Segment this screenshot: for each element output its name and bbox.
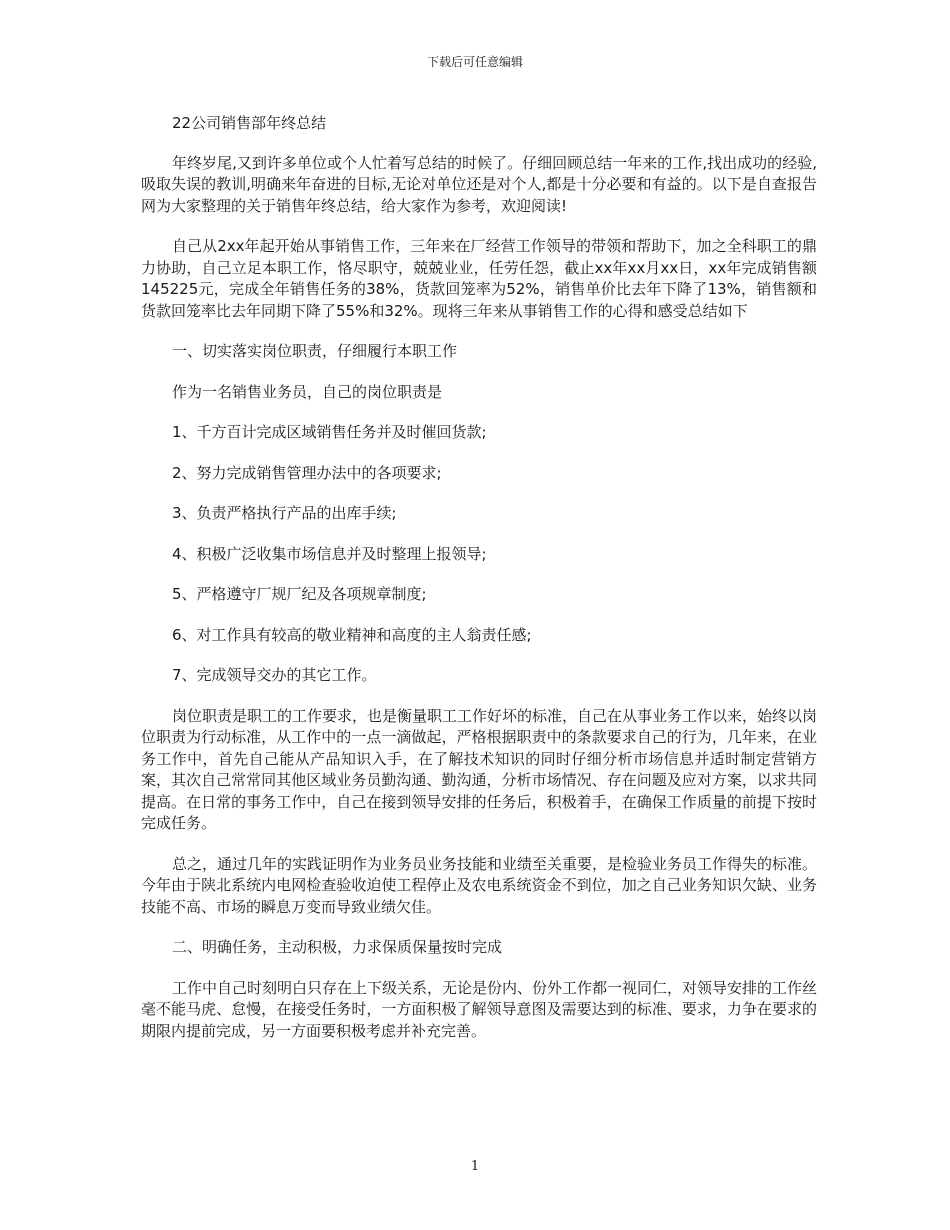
page-number: 1	[470, 1159, 480, 1174]
duty-item: 1、千方百计完成区域销售任务并及时催回货款;	[172, 423, 487, 441]
summary-paragraph: 总之，通过几年的实践证明作为业务员业务技能和业绩至关重要，是检验业务员工作得失的标准。今年由于陕北系统内电网检查验收迫使工程停止及农电系统资金不到位，加之自己业务知识欠缺、业务技能不高、市场的瞬息万变而导致业绩欠佳。	[141, 854, 818, 916]
duty-item: 7、完成领导交办的其它工作。	[172, 666, 377, 684]
duty-item: 2、努力完成销售管理办法中的各项要求;	[172, 463, 442, 482]
duty-item: 6、对工作具有较高的敬业精神和高度的主人翁责任感;	[172, 625, 532, 644]
section-1-heading: 一、切实落实岗位职责，仔细履行本职工作	[172, 342, 458, 360]
page-header: 下载后可任意编辑	[426, 55, 523, 69]
duties-body-paragraph: 岗位职责是职工的工作要求，也是衡量职工工作好坏的标准，自己在从事业务工作以来，始终以岗位职责为行动标准，从工作中的一点一滴做起，严格根据职责中的条款要求自己的行为，几年来，在业务工作中，首先自己能从产品知识入手，在了解技术知识的同时仔细分析市场信息并适时制定营销方案，其次自己常常同其他区域业务员勤沟通、勤沟通，分析市场情况、存在问题及应对方案，以求共同提高。在日常的事务工作中，自己在接到领导安排的任务后，积极着手，在确保工作质量的前提下按时完成任务。	[141, 706, 818, 832]
section-2-heading: 二、明确任务，主动积极，力求保质保量按时完成	[172, 938, 503, 956]
duty-item: 4、积极广泛收集市场信息并及时整理上报领导;	[172, 544, 487, 563]
duties-intro: 作为一名销售业务员，自己的岗位职责是	[172, 382, 443, 401]
document-body	[141, 113, 817, 1061]
overview-paragraph: 自己从2xx年起开始从事销售工作，三年来在厂经营工作领导的带领和帮助下，加之全科职工的鼎力协助，自己立足本职工作，恪尽职守，兢兢业业，任劳任怨，截止xx年xx月xx日，xx年完成销售额145225元，完成全年销售任务的38%，货款回笼率为52%，销售单价比去年下降了13%，销售额和货款回笼率比去年同期下降了55%和32%。现将三年来从事销售工作的心得和感受总结如下	[141, 237, 817, 320]
intro-paragraph: 年终岁尾,又到许多单位或个人忙着写总结的时候了。仔细回顾总结一年来的工作,找出成功的经验,吸取失误的教训,明确来年奋进的目标,无论对单位还是对个人,都是十分必要和有益的。以下是自查报告网为大家整理的关于销售年终总结，给大家作为参考，欢迎阅读!	[141, 153, 817, 215]
section-2-body-paragraph: 工作中自己时刻明白只存在上下级关系，无论是份内、份外工作都一视同仁，对领导安排的工作丝毫不能马虎、怠慢，在接受任务时，一方面积极了解领导意图及需要达到的标准、要求，力争在要求的期限内提前完成，另一方面要积极考虑并补充完善。	[141, 978, 818, 1040]
duty-item: 3、负责严格执行产品的出库手续;	[172, 504, 397, 522]
duty-item: 5、严格遵守厂规厂纪及各项规章制度;	[172, 585, 427, 603]
document-title: 22公司销售部年终总结	[172, 114, 327, 132]
